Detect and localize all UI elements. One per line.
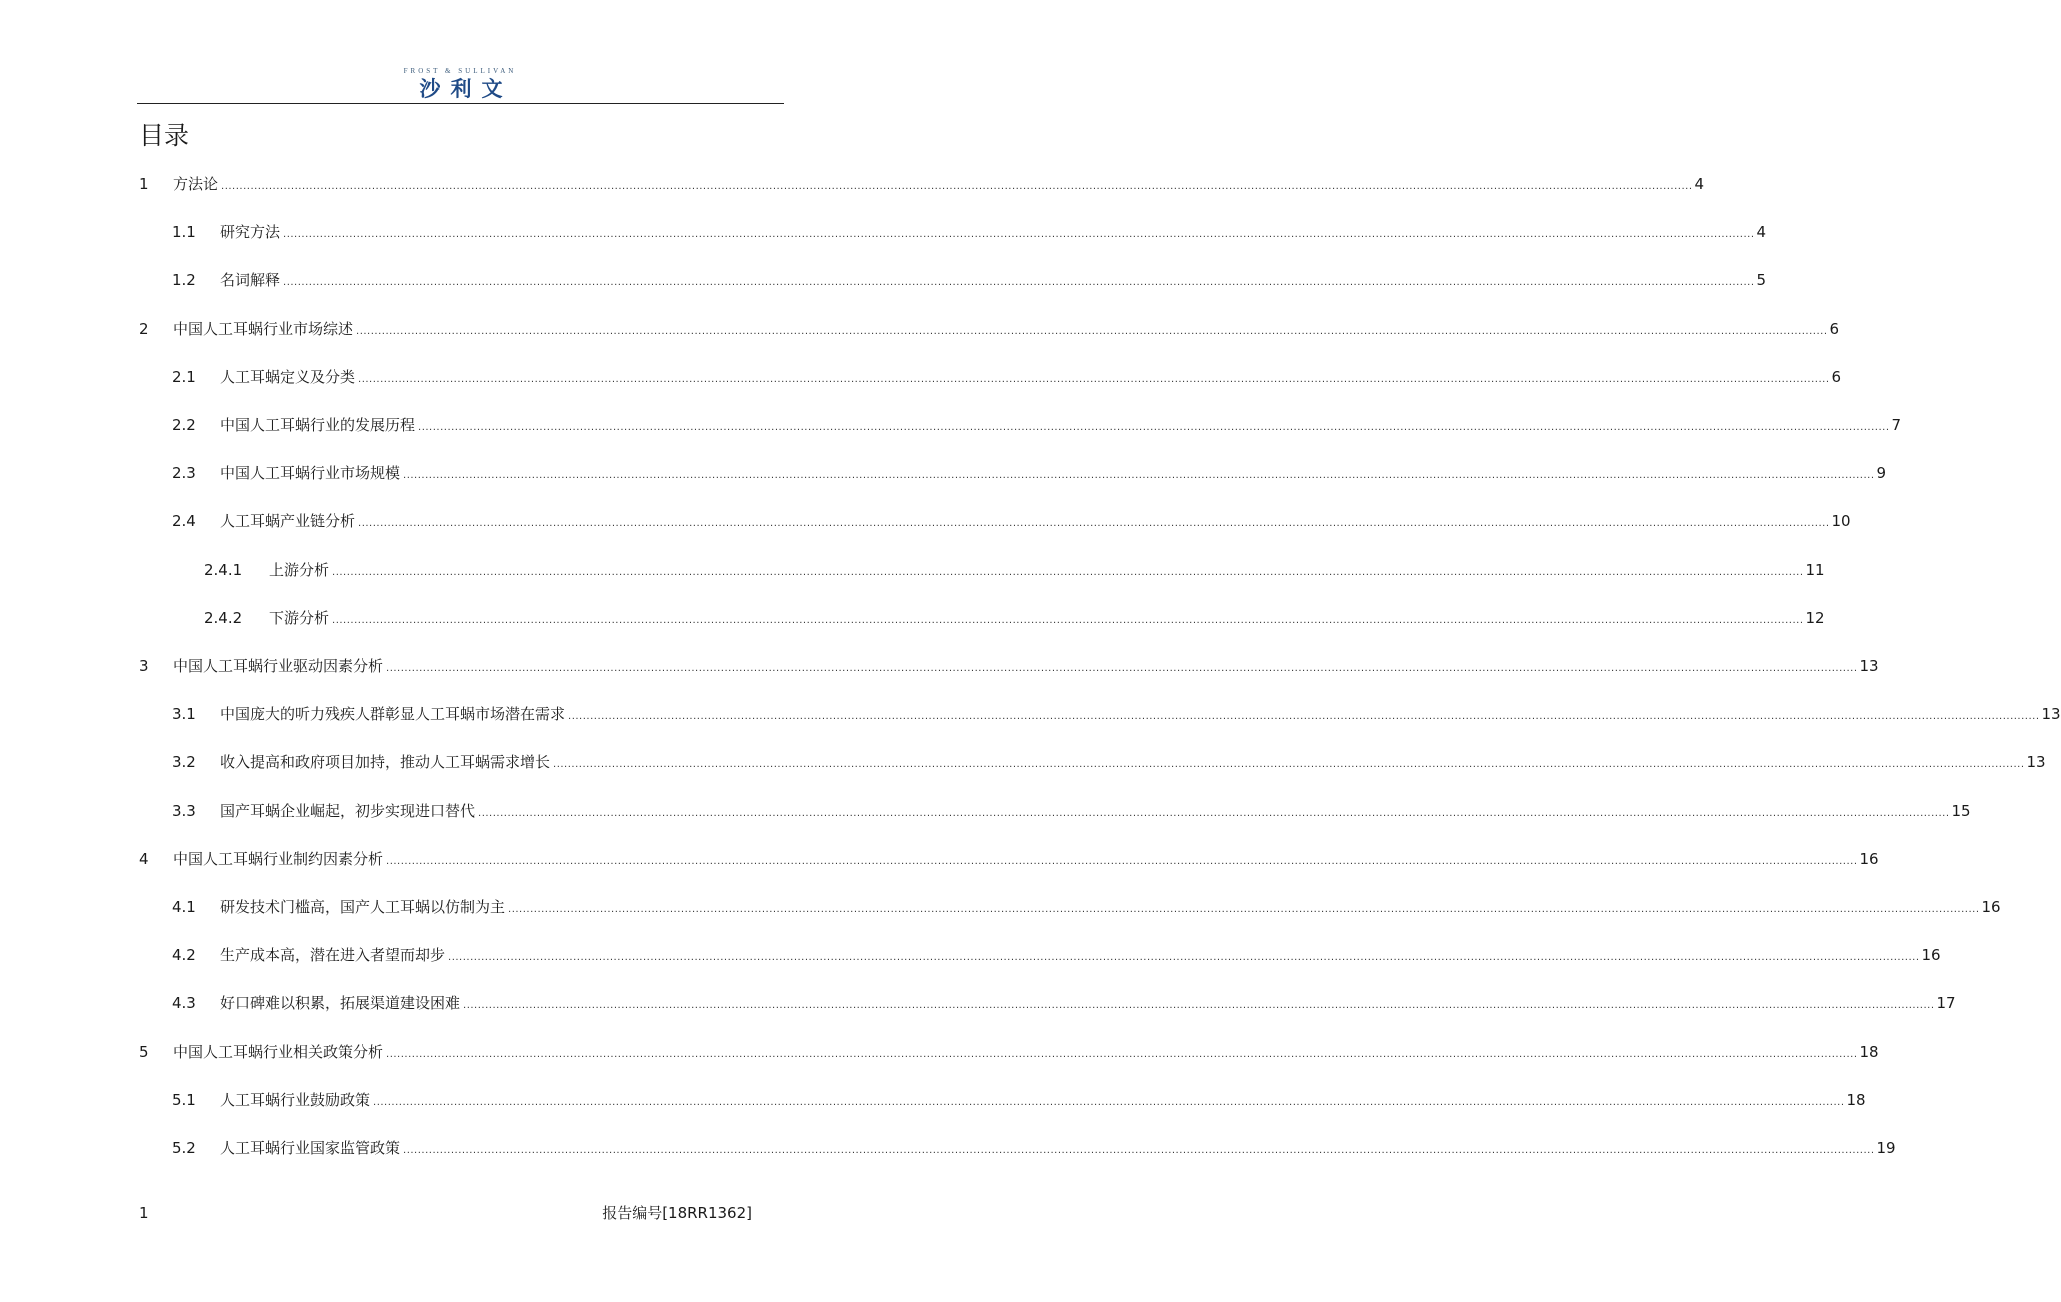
- toc-entry-page: 13: [1859, 657, 1879, 675]
- toc-entry-number: 4.1: [172, 898, 196, 916]
- toc-dot-leader: ................................................................................................................................................................................................................................................................................................................................................................................................................: [332, 615, 1804, 626]
- toc-entry[interactable]: [172, 992, 1956, 1014]
- toc-entry[interactable]: [172, 1089, 1866, 1111]
- toc-entry-number: 2.1: [172, 368, 196, 386]
- footer-report-id: 报告编号[18RR1362]: [602, 1204, 752, 1222]
- toc-entry-title: 中国人工耳蜗行业的发展历程: [220, 416, 416, 434]
- frost-sullivan-logo: [0, 66, 920, 102]
- toc-entry[interactable]: [172, 944, 1941, 966]
- toc-entry-page: 10: [1831, 512, 1851, 530]
- toc-entry-page: 16: [1981, 898, 2001, 916]
- toc-dot-leader: ................................................................................................................................................................................................................................................................................................................................................................................................................: [386, 663, 1858, 674]
- toc-entry[interactable]: [139, 655, 1879, 677]
- toc-entry-page: 4: [1694, 175, 1705, 193]
- toc-entry-number: 2.2: [172, 416, 196, 434]
- toc-dot-leader: ................................................................................................................................................................................................................................................................................................................................................................................................................: [358, 518, 1830, 529]
- toc-entry-number: 3.2: [172, 753, 196, 771]
- toc-entry-number: 3: [139, 657, 149, 675]
- toc-entry-title: 人工耳蜗行业鼓励政策: [220, 1091, 371, 1109]
- toc-entry-title: 人工耳蜗定义及分类: [220, 368, 356, 386]
- toc-entry-page: 12: [1805, 609, 1825, 627]
- toc-entry-title: 生产成本高，潜在进入者望而却步: [220, 946, 446, 964]
- toc-entry[interactable]: [139, 318, 1840, 340]
- toc-entry-number: 5.1: [172, 1091, 196, 1109]
- toc-dot-leader: ................................................................................................................................................................................................................................................................................................................................................................................................................: [448, 952, 1920, 963]
- toc-entry-page: 19: [1876, 1139, 1896, 1157]
- toc-entry-title: 上游分析: [269, 561, 330, 579]
- toc-dot-leader: ................................................................................................................................................................................................................................................................................................................................................................................................................: [418, 422, 1890, 433]
- toc-entry-page: 7: [1891, 416, 1902, 434]
- toc-entry-page: 16: [1859, 850, 1879, 868]
- toc-entry-number: 4.3: [172, 994, 196, 1012]
- toc-dot-leader: ................................................................................................................................................................................................................................................................................................................................................................................................................: [358, 374, 1830, 385]
- toc-entry[interactable]: [172, 366, 1842, 388]
- toc-entry-number: 2.3: [172, 464, 196, 482]
- toc-entry-title: 中国人工耳蜗行业市场综述: [173, 320, 354, 338]
- toc-dot-leader: ................................................................................................................................................................................................................................................................................................................................................................................................................: [386, 1049, 1858, 1060]
- toc-dot-leader: ................................................................................................................................................................................................................................................................................................................................................................................................................: [332, 567, 1804, 578]
- toc-entry[interactable]: [204, 607, 1825, 629]
- toc-entry[interactable]: [139, 848, 1879, 870]
- toc-entry-title: 人工耳蜗行业国家监管政策: [220, 1139, 401, 1157]
- toc-entry-number: 2.4.2: [204, 609, 243, 627]
- toc-entry-page: 11: [1805, 561, 1825, 579]
- toc-entry-title: 中国人工耳蜗行业驱动因素分析: [173, 657, 384, 675]
- toc-entry-page: 5: [1756, 271, 1767, 289]
- toc-entry-page: 18: [1846, 1091, 1866, 1109]
- toc-entry-page: 13: [2041, 705, 2061, 723]
- toc-entry-page: 15: [1951, 802, 1971, 820]
- toc-entry-number: 5.2: [172, 1139, 196, 1157]
- toc-dot-leader: ................................................................................................................................................................................................................................................................................................................................................................................................................: [463, 1000, 1935, 1011]
- toc-entry-number: 4: [139, 850, 149, 868]
- toc-entry[interactable]: [204, 559, 1825, 581]
- toc-dot-leader: ................................................................................................................................................................................................................................................................................................................................................................................................................: [283, 229, 1755, 240]
- toc-entry-number: 5: [139, 1043, 149, 1061]
- toc-entry[interactable]: [172, 751, 2046, 773]
- toc-entry-number: 3.3: [172, 802, 196, 820]
- toc-entry-title: 名词解释: [220, 271, 281, 289]
- toc-dot-leader: ................................................................................................................................................................................................................................................................................................................................................................................................................: [403, 470, 1875, 481]
- toc-entry-title: 研发技术门槛高，国产人工耳蜗以仿制为主: [220, 898, 506, 916]
- toc-entry-page: 16: [1921, 946, 1941, 964]
- toc-entry-page: 9: [1876, 464, 1887, 482]
- toc-entry[interactable]: [172, 462, 1887, 484]
- toc-dot-leader: ................................................................................................................................................................................................................................................................................................................................................................................................................: [568, 711, 2040, 722]
- toc-entry-title: 好口碑难以积累，拓展渠道建设困难: [220, 994, 461, 1012]
- toc-entry[interactable]: [172, 1137, 1896, 1159]
- toc-entry-number: 2: [139, 320, 149, 338]
- toc-entry-number: 2.4: [172, 512, 196, 530]
- toc-dot-leader: ................................................................................................................................................................................................................................................................................................................................................................................................................: [373, 1097, 1845, 1108]
- toc-entry-title: 中国人工耳蜗行业制约因素分析: [173, 850, 384, 868]
- footer-page-number: 1: [139, 1204, 149, 1222]
- toc-entry[interactable]: [172, 269, 1767, 291]
- toc-dot-leader: ................................................................................................................................................................................................................................................................................................................................................................................................................: [403, 1145, 1875, 1156]
- toc-entry[interactable]: [172, 221, 1767, 243]
- toc-entry-page: 17: [1936, 994, 1956, 1012]
- toc-entry-title: 人工耳蜗产业链分析: [220, 512, 356, 530]
- toc-dot-leader: ................................................................................................................................................................................................................................................................................................................................................................................................................: [386, 856, 1858, 867]
- toc-dot-leader: ................................................................................................................................................................................................................................................................................................................................................................................................................: [356, 326, 1828, 337]
- toc-entry-number: 1.1: [172, 223, 196, 241]
- toc-entry-title: 中国庞大的听力残疾人群彰显人工耳蜗市场潜在需求: [220, 705, 566, 723]
- toc-dot-leader: ................................................................................................................................................................................................................................................................................................................................................................................................................: [508, 904, 1980, 915]
- logo-english-text: FROST & SULLIVAN: [403, 67, 517, 75]
- toc-entry[interactable]: [172, 800, 1971, 822]
- toc-dot-leader: ................................................................................................................................................................................................................................................................................................................................................................................................................: [553, 759, 2025, 770]
- toc-entry-number: 2.4.1: [204, 561, 243, 579]
- toc-entry-page: 4: [1756, 223, 1767, 241]
- toc-entry-page: 6: [1829, 320, 1840, 338]
- toc-dot-leader: ................................................................................................................................................................................................................................................................................................................................................................................................................: [478, 808, 1950, 819]
- toc-entry[interactable]: [172, 414, 1902, 436]
- toc-entry-title: 方法论: [173, 175, 219, 193]
- toc-entry-number: 1.2: [172, 271, 196, 289]
- toc-entry[interactable]: [139, 173, 1705, 195]
- toc-entry-number: 1: [139, 175, 149, 193]
- toc-entry[interactable]: [172, 510, 1851, 532]
- toc-entry[interactable]: [139, 1041, 1879, 1063]
- toc-entry[interactable]: [172, 896, 2001, 918]
- toc-entry-title: 中国人工耳蜗行业相关政策分析: [173, 1043, 384, 1061]
- toc-entry-page: 18: [1859, 1043, 1879, 1061]
- logo-chinese-text: 沙利文: [419, 77, 513, 101]
- toc-entry-number: 3.1: [172, 705, 196, 723]
- toc-entry-page: 6: [1831, 368, 1842, 386]
- toc-entry-page: 13: [2026, 753, 2046, 771]
- toc-entry-title: 收入提高和政府项目加持，推动人工耳蜗需求增长: [220, 753, 551, 771]
- toc-dot-leader: ................................................................................................................................................................................................................................................................................................................................................................................................................: [283, 277, 1755, 288]
- header-divider: [137, 103, 784, 104]
- toc-entry-title: 中国人工耳蜗行业市场规模: [220, 464, 401, 482]
- toc-title: 目录: [139, 121, 190, 150]
- toc-dot-leader: ................................................................................................................................................................................................................................................................................................................................................................................................................: [221, 181, 1693, 192]
- toc-entry-title: 国产耳蜗企业崛起，初步实现进口替代: [220, 802, 476, 820]
- toc-entry-title: 下游分析: [269, 609, 330, 627]
- toc-entry-title: 研究方法: [220, 223, 281, 241]
- toc-entry[interactable]: [172, 703, 2061, 725]
- toc-entry-number: 4.2: [172, 946, 196, 964]
